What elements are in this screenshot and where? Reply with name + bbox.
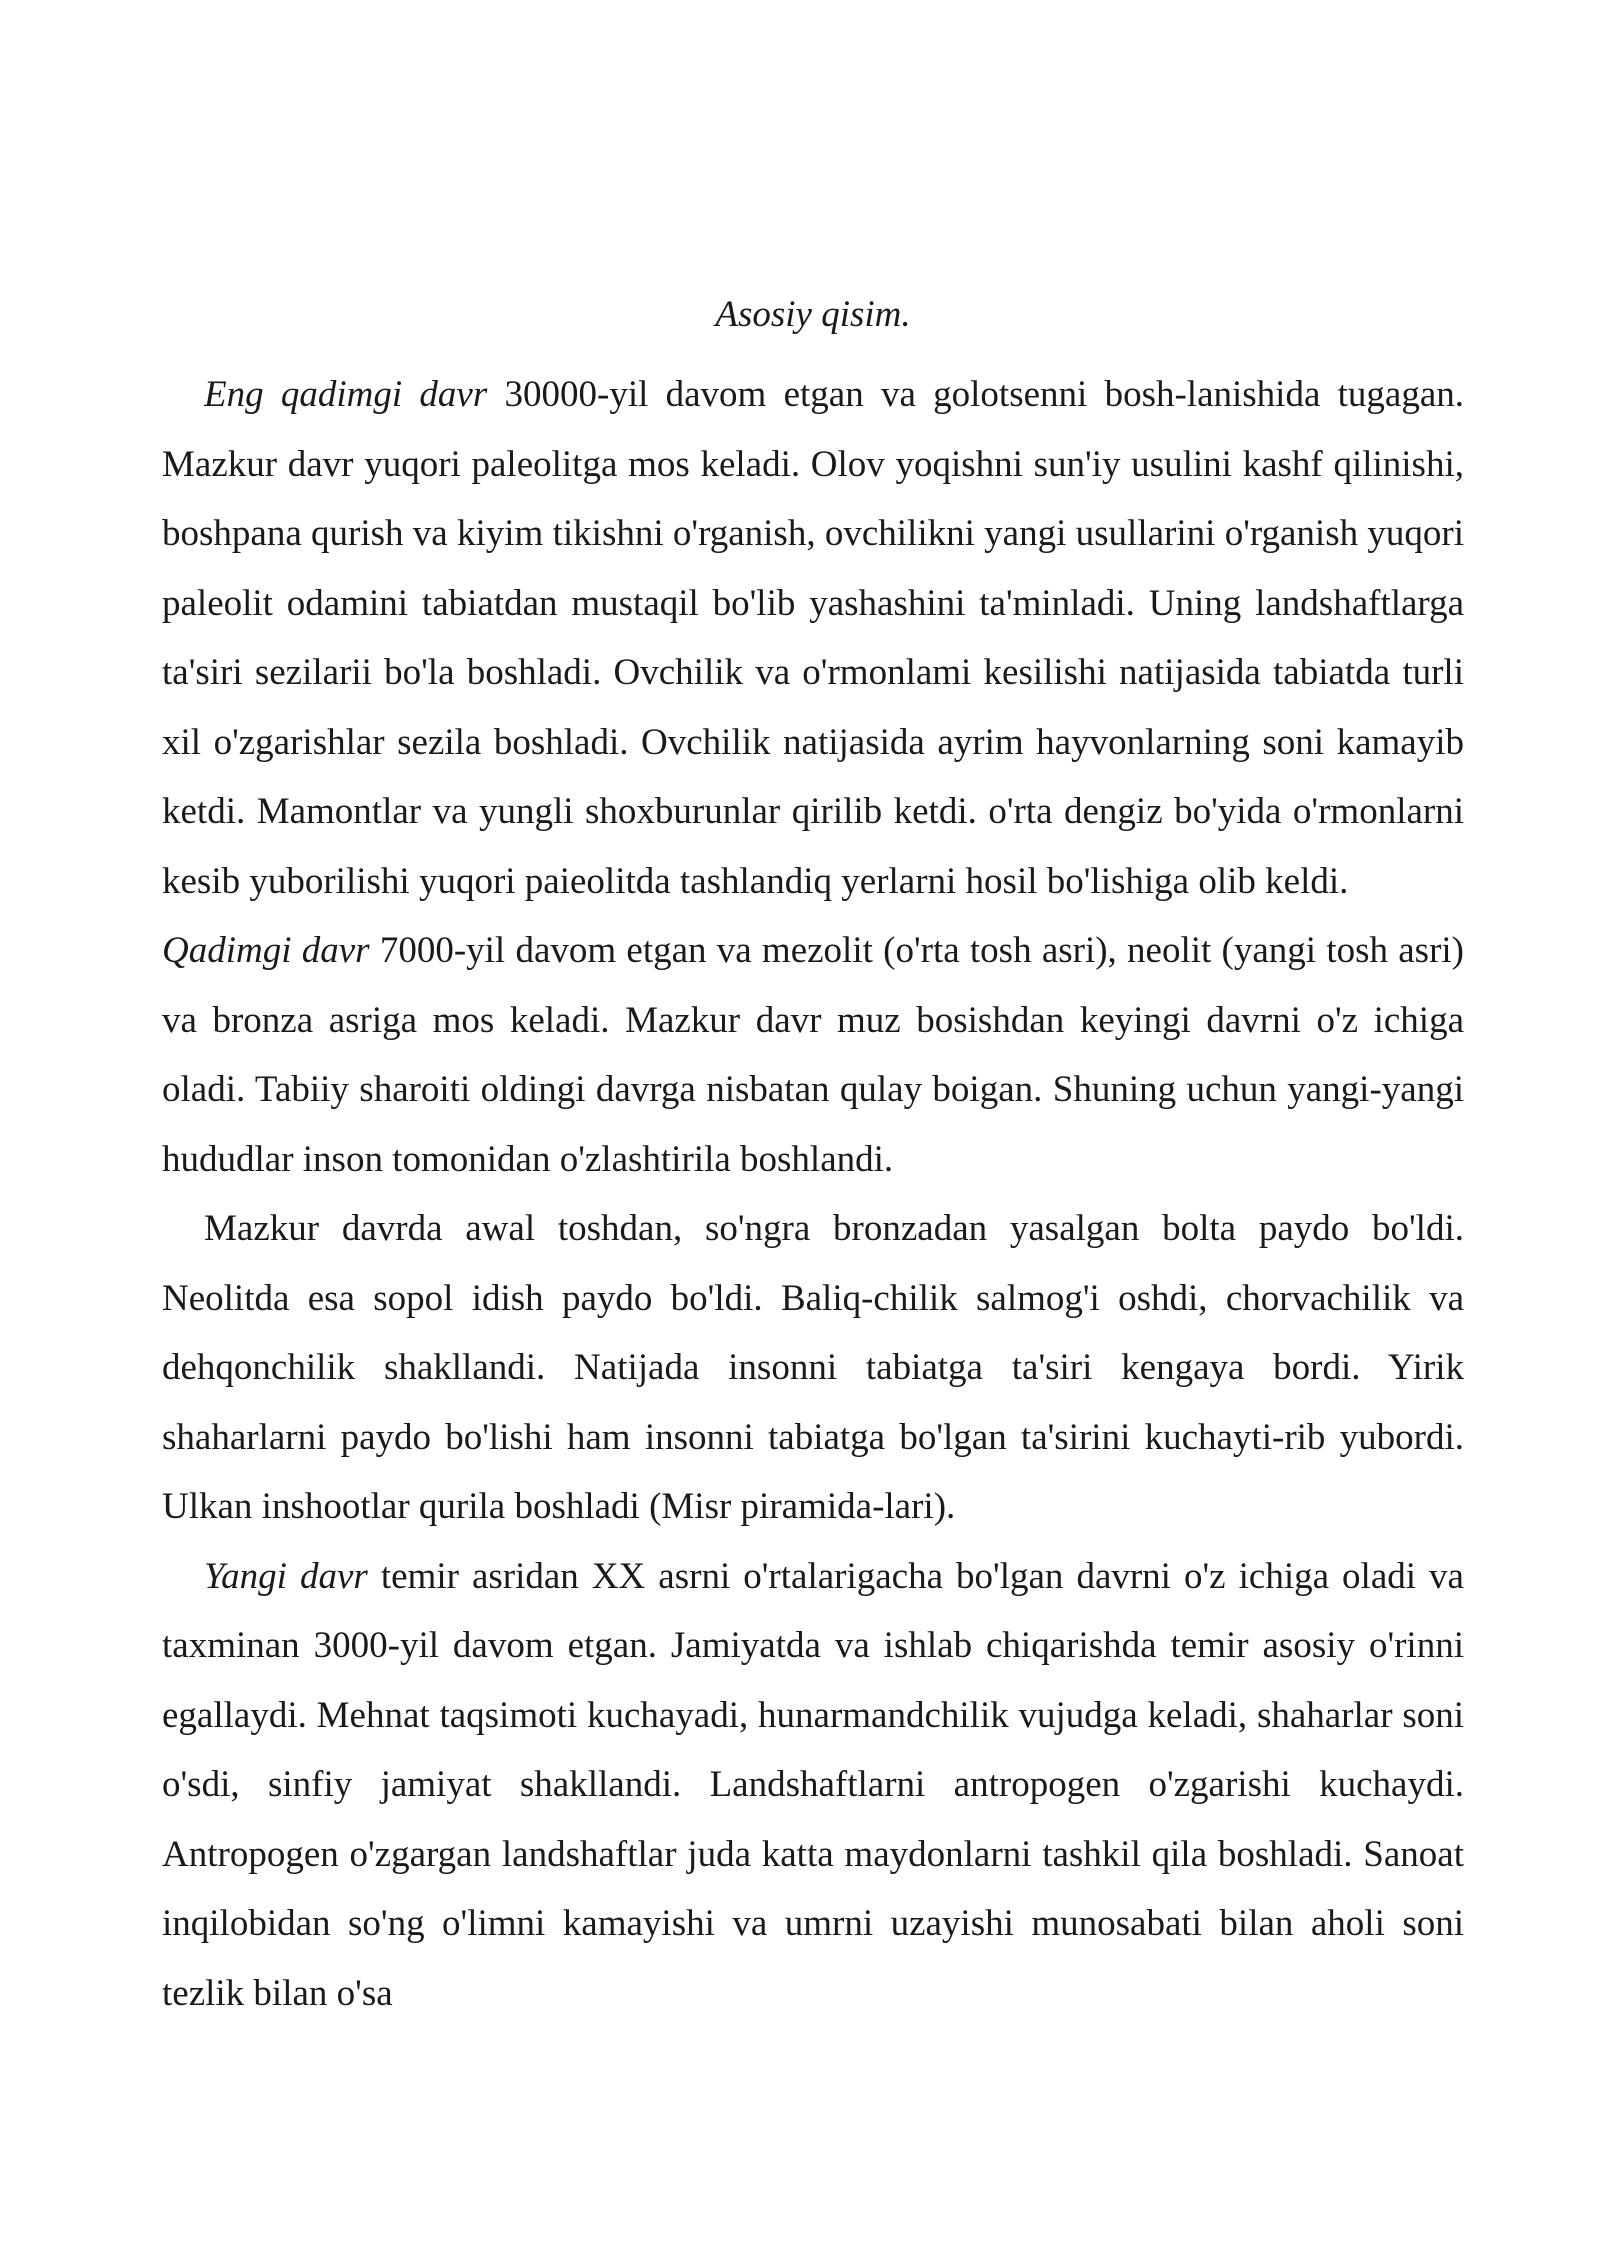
document-page bbox=[162, 290, 1464, 2028]
paragraph-lead-term: Yangi davr bbox=[204, 1555, 368, 1597]
paragraph-lead-term: Eng qadimgi davr bbox=[204, 374, 488, 415]
paragraph-body: Mazkur davrda awal toshdan, so'ngra bronzadan yasalgan bolta paydo bo'ldi. Neolitda esa sopol idish paydo bo'ldi. Baliq-chilik salmog'i oshdi, chorvachilik va dehqonchilik shakllandi. Natijada insonni tabiatga ta'siri kengaya bordi. Yirik shaharlarni paydo bo'lishi ham insonni tabiatga bo'lgan ta'sirini kuchayti-rib yubordi. Ulkan inshootlar qurila boshladi (Misr piramida-lari). bbox=[162, 1208, 1464, 1527]
paragraph-mazkur-davrda bbox=[162, 1194, 1464, 1542]
paragraph-yangi-davr bbox=[162, 1542, 1464, 2029]
paragraph-body: 7000-yil davom etgan va mezolit (o'rta tosh asri), neolit (yangi tosh asri) va bronza asriga mos keladi. Mazkur davr muz bosishdan keyingi davrni o'z ichiga oladi. Tabiiy sharoiti oldingi davrga nisbatan qulay boigan. Shuning uchun yangi-yangi hududlar inson tomonidan o'zlashtirila boshlandi. bbox=[162, 930, 1464, 1180]
section-heading: Asosiy qisim. bbox=[715, 294, 911, 335]
paragraph-body: temir asridan XX asrni o'rtalarigacha bo'lgan davrni o'z ichiga oladi va taxminan 3000-yil davom etgan. Jamiyatda va ishlab chiqarishda temir asosiy o'rinni egallaydi. Mehnat taqsimoti kuchayadi, hunarmandchilik vujudga keladi, shaharlar soni o'sdi, sinfiy jamiyat shakllandi. Landshaftlarni antropogen o'zgarishi kuchaydi. Antropogen o'zgargan landshaftlar juda katta maydonlarni tashkil qila boshladi. Sanoat inqilobidan so'ng o'limni kamayishi va umrni uzayishi munosabati bilan aholi soni tezlik bilan o'sa bbox=[162, 1555, 1464, 2014]
paragraph-eng-qadimgi-davr bbox=[162, 360, 1464, 916]
paragraph-lead-term: Qadimgi davr bbox=[162, 930, 370, 971]
paragraph-qadimgi-davr bbox=[162, 916, 1464, 1194]
paragraph-body: 30000-yil davom etgan va golotsenni bosh-lanishida tugagan. Mazkur davr yuqori paleolitga mos keladi. Olov yoqishni sun'iy usulini kashf qilinishi, boshpana qurish va kiyim tikishni o'rganish, ovchilikni yangi usullarini o'rganish yuqori paleolit odamini tabiatdan mustaqil bo'lib yashashini ta'minladi. Uning landshaftlarga ta'siri sezilarii bo'la boshladi. Ovchilik va o'rmonlami kesilishi natijasida tabiatda turli xil o'zgarishlar sezila boshladi. Ovchilik natijasida ayrim hayvonlarning soni kamayib ketdi. Mamontlar va yungli shoxburunlar qirilib ketdi. o'rta dengiz bo'yida o'rmonlarni kesib yuborilishi yuqori paieolitda tashlandiq yerlarni hosil bo'lishiga olib keldi. bbox=[162, 374, 1465, 902]
